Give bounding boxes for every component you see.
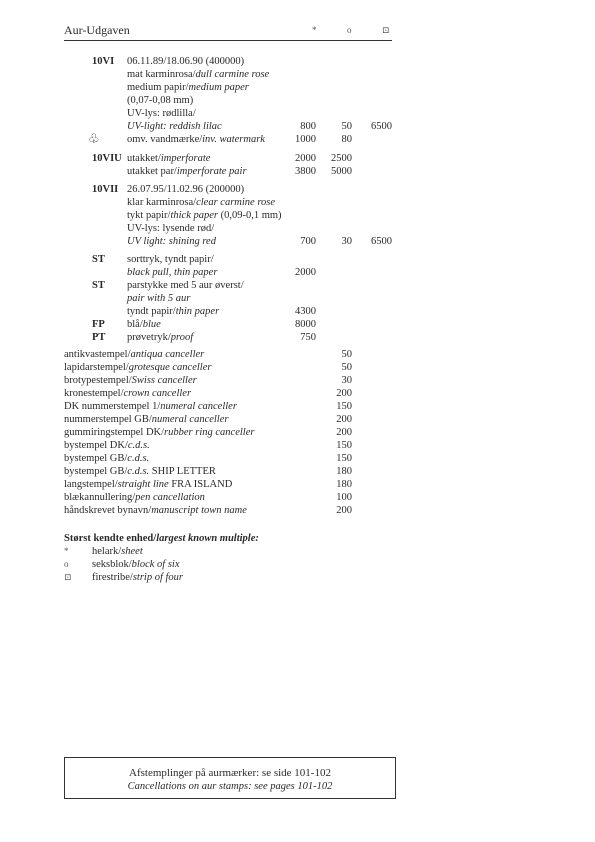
catalog-description [127, 209, 282, 222]
price-mint: 4300 [295, 306, 316, 317]
cancellation-english: antiqua canceller [130, 349, 205, 360]
cancellation-english: c.d.s. [127, 466, 150, 477]
catalog-code: 10VII [92, 184, 119, 195]
description-english: medium paper [188, 82, 249, 93]
cancellation-danish: lapidarstempel/ [64, 362, 129, 373]
cancellation-english: c.d.s. [127, 453, 150, 464]
multiple-item [0, 571, 595, 584]
description-english: clear carmine rose [196, 197, 276, 208]
catalog-description [127, 279, 244, 292]
cancellation-value: 50 [341, 349, 352, 360]
cancellation-value: 200 [336, 505, 352, 516]
cancellation-row [0, 478, 595, 491]
catalog-row [0, 81, 595, 94]
catalog-row [0, 94, 595, 107]
price-mint: 8000 [295, 319, 316, 330]
cancellation-value: 150 [336, 453, 352, 464]
catalog-description [127, 253, 214, 266]
catalog-row [0, 183, 595, 196]
catalog-description [127, 165, 247, 178]
price-mint: 800 [300, 121, 316, 132]
catalog-description [127, 81, 249, 94]
cancellation-value: 200 [336, 427, 352, 438]
description-danish: utakket/ [127, 153, 161, 164]
description-danish: parstykke med 5 aur øverst/ [127, 280, 244, 291]
catalog-description [127, 318, 161, 331]
description-english: UV light: shining red [127, 236, 216, 247]
multiple-english: strip of four [132, 572, 184, 583]
price-used: 50 [341, 121, 352, 132]
description-danish: (0,07-0,08 mm) [127, 95, 194, 106]
multiple-symbol: o [64, 559, 69, 569]
cancellation-english: Swiss canceller [131, 375, 197, 386]
cancellation-name [64, 387, 191, 400]
cancellation-name [64, 465, 216, 478]
cancellation-row [0, 361, 595, 374]
description-english: inv. watermark [202, 134, 265, 145]
cancellation-name [64, 452, 149, 465]
catalog-row [0, 266, 595, 279]
price-mint: 2000 [295, 153, 316, 164]
cancellation-english: manuscript town name [151, 505, 247, 516]
description-english: pair with 5 aur [127, 293, 191, 304]
multiple-english: block of six [131, 559, 180, 570]
cancellation-danish: bystempel DK/ [64, 440, 128, 451]
catalog-description [127, 266, 217, 279]
cancellation-danish: DK nummerstempel 1/ [64, 401, 161, 412]
cancellation-english: grotesque canceller [128, 362, 212, 373]
description-english: UV-light: reddish lilac [127, 121, 222, 132]
cancellation-value: 200 [336, 388, 352, 399]
cancellation-english: pen cancellation [135, 492, 205, 503]
cancellation-row [0, 413, 595, 426]
catalog-row [0, 305, 595, 318]
cancellation-english: numeral canceller [160, 401, 237, 412]
description-danish: 26.07.95/11.02.96 (200000) [127, 184, 245, 195]
catalog-description [127, 55, 244, 68]
multiples-heading-da: Størst kendte enhed/ [64, 533, 157, 544]
catalog-code: 10VIU [92, 153, 122, 164]
description-danish: 06.11.89/18.06.90 (400000) [127, 56, 245, 67]
price-mint: 3800 [295, 166, 316, 177]
description-tail: (0,09-0,1 mm) [217, 210, 282, 221]
cancellation-english: rubber ring canceller [164, 427, 255, 438]
description-english: proof [170, 332, 194, 343]
catalog-description [127, 183, 244, 196]
cancellation-name [64, 478, 232, 491]
price-cover: 6500 [371, 121, 392, 132]
cancellation-row [0, 387, 595, 400]
strip-symbol: ⊡ [382, 25, 390, 35]
description-danish: sorttryk, tyndt papir/ [127, 254, 214, 265]
multiple-label [92, 545, 143, 558]
price-used: 80 [341, 134, 352, 145]
catalog-row [0, 196, 595, 209]
price-mint: 700 [300, 236, 316, 247]
catalog-code: 10VI [92, 56, 115, 67]
catalog-row [0, 55, 595, 68]
catalog-description [127, 305, 219, 318]
cancellation-value: 180 [336, 479, 352, 490]
reference-english: Cancellations on aur stamps: see pages 101-102 [127, 781, 333, 792]
cancellation-name [64, 348, 204, 361]
catalog-description [127, 107, 196, 120]
description-danish: prøvetryk/ [127, 332, 171, 343]
description-danish: omv. vandmærke/ [127, 134, 203, 145]
cancellation-english: numeral canceller [151, 414, 229, 425]
catalog-row [0, 253, 595, 266]
cancellation-tail: FRA ISLAND [168, 479, 233, 490]
cancellation-name [64, 400, 237, 413]
description-danish: blå/ [127, 319, 143, 330]
description-english: dull carmine rose [195, 69, 270, 80]
description-danish: medium papir/ [127, 82, 189, 93]
cancellation-danish: blækannullering/ [64, 492, 136, 503]
cancellation-name [64, 361, 211, 374]
price-used: 2500 [331, 153, 352, 164]
catalog-description [127, 235, 216, 248]
cancellation-danish: langstempel/ [64, 479, 118, 490]
multiple-english: sheet [121, 546, 143, 557]
catalog-code: ST [92, 254, 105, 265]
catalog-description [127, 196, 275, 209]
multiple-danish: firestribe/ [92, 572, 133, 583]
catalog-row [0, 107, 595, 120]
multiple-item [0, 558, 595, 571]
cancellation-value: 150 [336, 401, 352, 412]
description-english: thick paper [170, 210, 218, 221]
multiple-danish: helark/ [92, 546, 122, 557]
page-header [64, 24, 392, 41]
price-cover: 6500 [371, 236, 392, 247]
description-english: thin paper [175, 306, 220, 317]
multiple-label [92, 558, 180, 571]
cancellation-danish: gummiringstempel DK/ [64, 427, 165, 438]
catalog-code: ST [92, 280, 105, 291]
cancellation-reference-box [64, 757, 396, 799]
catalog-description [127, 222, 214, 235]
catalog-description [127, 133, 265, 146]
description-danish: UV-lys: lysende rød/ [127, 223, 215, 234]
description-danish: UV-lys: rødlilla/ [127, 108, 196, 119]
cancellation-row [0, 452, 595, 465]
multiples-heading-en: largest known multiple: [156, 533, 259, 544]
price-mint: 750 [300, 332, 316, 343]
multiple-danish: seksblok/ [92, 559, 132, 570]
catalog-row [0, 331, 595, 344]
cancellation-danish: brotypestempel/ [64, 375, 132, 386]
cancellation-value: 150 [336, 440, 352, 451]
description-english: imperforate pair [176, 166, 247, 177]
cancellation-value: 180 [336, 466, 352, 477]
description-danish: tyndt papir/ [127, 306, 176, 317]
catalog-code: FP [92, 319, 105, 330]
price-used: 30 [341, 236, 352, 247]
cancellation-danish: bystempel GB/ [64, 466, 128, 477]
description-english: imperforate [160, 153, 211, 164]
price-mint: 1000 [295, 134, 316, 145]
multiple-symbol: * [64, 546, 69, 556]
multiple-item [0, 545, 595, 558]
cancellation-tail: SHIP LETTER [149, 466, 216, 477]
catalog-row [0, 165, 595, 178]
cancellation-value: 100 [336, 492, 352, 503]
description-english: black pull, thin paper [127, 267, 218, 278]
cancellation-name [64, 426, 254, 439]
cancellation-row [0, 374, 595, 387]
multiple-label [92, 571, 183, 584]
cancellation-name [64, 504, 247, 517]
description-danish: mat karminrosa/ [127, 69, 196, 80]
cancellation-row [0, 400, 595, 413]
catalog-row [0, 318, 595, 331]
catalog-description [127, 94, 193, 107]
cancellation-name [64, 439, 150, 452]
cancellation-name [64, 413, 228, 426]
description-english: blue [142, 319, 161, 330]
cancellation-english: straight line [117, 479, 169, 490]
catalog-row [0, 152, 595, 165]
price-used: 5000 [331, 166, 352, 177]
cancellation-value: 200 [336, 414, 352, 425]
catalog-row [0, 209, 595, 222]
multiple-symbol: ⊡ [64, 572, 72, 582]
sheet-symbol: * [312, 25, 317, 35]
inverted-watermark-icon: ♧ [88, 131, 100, 146]
cancellation-danish: nummerstempel GB/ [64, 414, 152, 425]
cancellation-danish: bystempel GB/ [64, 453, 128, 464]
description-danish: klar karminrosa/ [127, 197, 197, 208]
reference-danish: Afstemplinger på aurmærker: se side 101-102 [129, 767, 331, 779]
cancellation-row [0, 439, 595, 452]
cancellation-row [0, 348, 595, 361]
catalog-row [0, 279, 595, 292]
description-danish: tykt papir/ [127, 210, 171, 221]
price-mint: 2000 [295, 267, 316, 278]
cancellation-row [0, 504, 595, 517]
catalog-description [127, 120, 222, 133]
catalog-row [0, 235, 595, 248]
multiples-heading [64, 532, 259, 545]
cancellation-row [0, 426, 595, 439]
description-danish: utakket par/ [127, 166, 177, 177]
catalog-description [127, 68, 269, 81]
cancellation-danish: håndskrevet bynavn/ [64, 505, 152, 516]
cancellation-value: 50 [341, 362, 352, 373]
block-symbol: o [347, 25, 352, 35]
cancellation-danish: antikvastempel/ [64, 349, 131, 360]
catalog-row [0, 222, 595, 235]
cancellation-row [0, 465, 595, 478]
page-title: Aur-Udgaven [64, 23, 130, 37]
catalog-description [127, 152, 210, 165]
cancellation-english: crown canceller [123, 388, 192, 399]
cancellation-value: 30 [341, 375, 352, 386]
cancellation-english: c.d.s. [127, 440, 150, 451]
cancellation-row [0, 491, 595, 504]
catalog-row [0, 68, 595, 81]
cancellation-name [64, 491, 205, 504]
catalog-description [127, 331, 193, 344]
cancellation-name [64, 374, 197, 387]
cancellation-danish: kronestempel/ [64, 388, 124, 399]
catalog-code: PT [92, 332, 106, 343]
